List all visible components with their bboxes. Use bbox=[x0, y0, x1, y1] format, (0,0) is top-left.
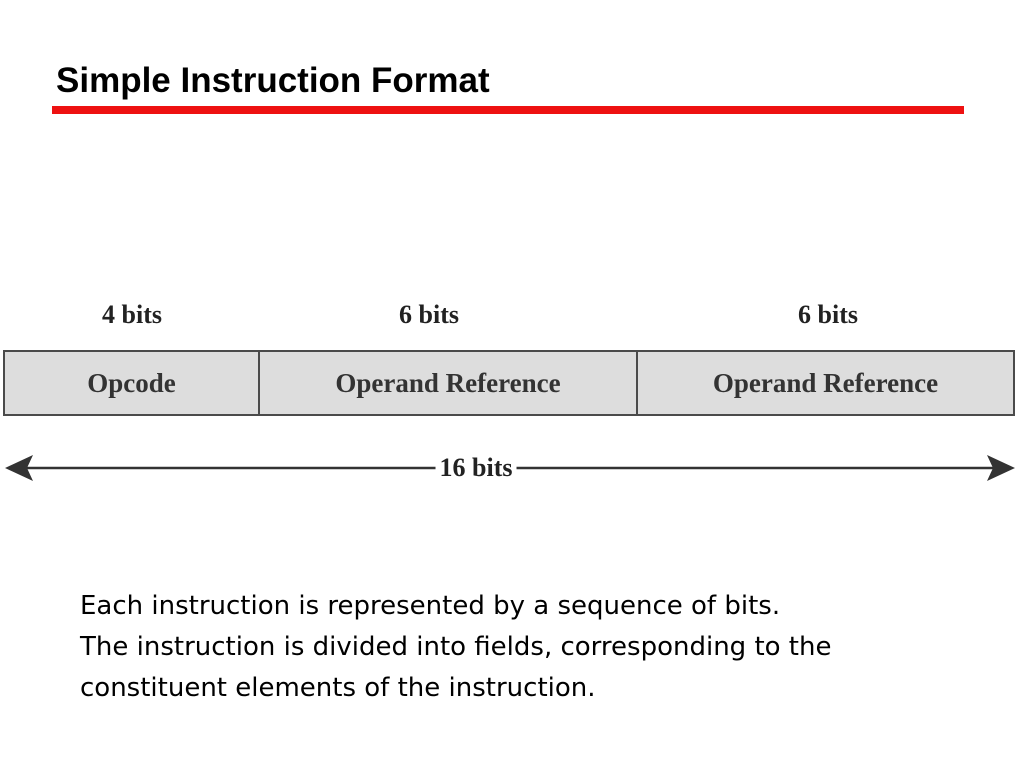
bit-width-label-operand-2: 6 bits bbox=[798, 300, 858, 329]
instruction-format-diagram bbox=[0, 290, 1024, 500]
total-bit-width-label: 16 bits bbox=[436, 450, 517, 486]
bit-width-label-operand-1: 6 bits bbox=[399, 300, 459, 329]
description-line-1: Each instruction is represented by a sequence of bits. bbox=[80, 591, 781, 621]
description-line-2: The instruction is divided into fields, corresponding to the bbox=[80, 632, 832, 662]
field-operand-reference-1: Operand Reference bbox=[258, 352, 636, 414]
page-title: Simple Instruction Format bbox=[56, 61, 490, 100]
bit-width-label-opcode: 4 bits bbox=[102, 300, 162, 329]
title-underline bbox=[52, 106, 964, 114]
field-operand-reference-2: Operand Reference bbox=[636, 352, 1013, 414]
description-line-3: constituent elements of the instruction. bbox=[80, 673, 596, 703]
total-width-arrow bbox=[0, 450, 1024, 490]
instruction-field-row bbox=[3, 350, 1015, 416]
field-opcode: Opcode bbox=[87, 367, 176, 398]
description-text bbox=[80, 586, 1000, 709]
